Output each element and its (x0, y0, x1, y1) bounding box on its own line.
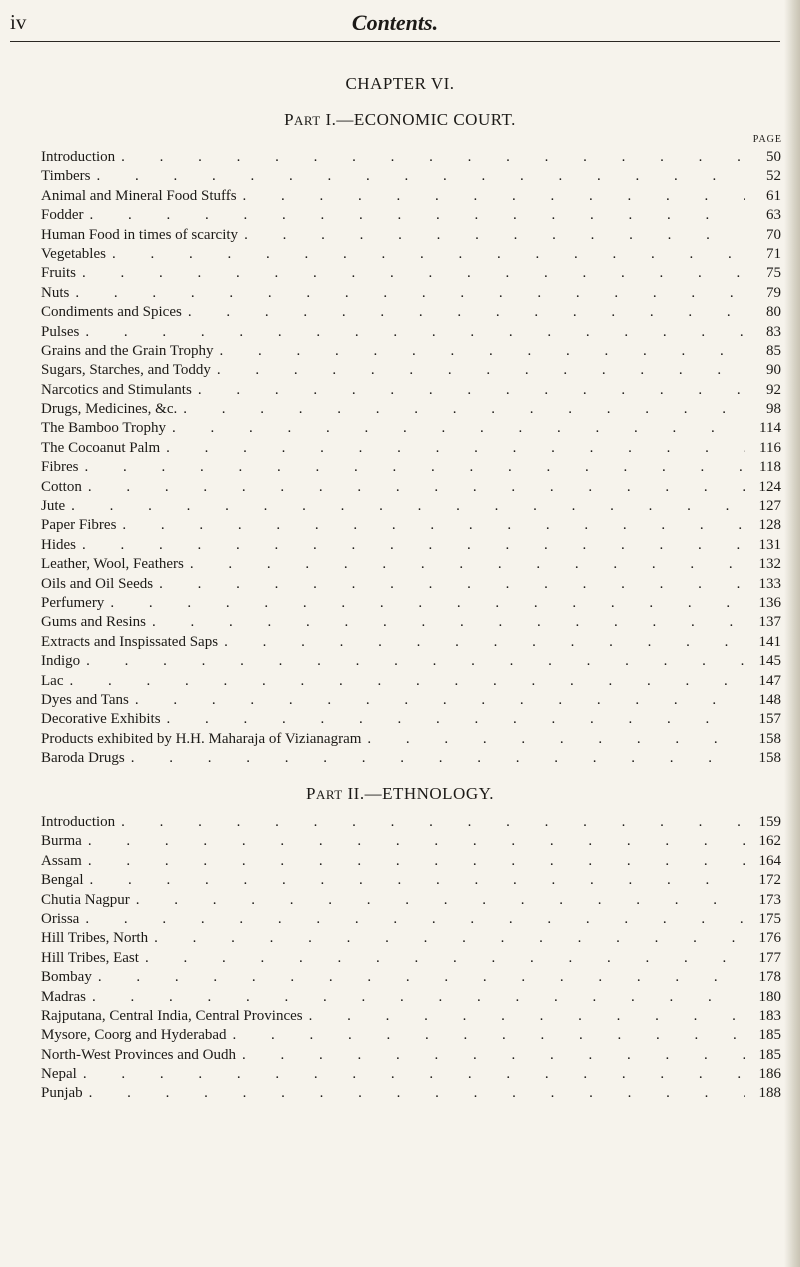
toc-entry-title: Fibres (41, 459, 79, 476)
toc-entry-page: 180 (758, 988, 781, 1005)
toc-entry (41, 988, 781, 1007)
toc-entry-title: Perfumery (41, 594, 105, 611)
toc-entry-title: Animal and Mineral Food Stuffs (41, 187, 237, 204)
toc-entry (41, 949, 781, 968)
dot-leader (218, 633, 745, 652)
toc-entry (41, 813, 781, 832)
toc-entry-page: 128 (758, 517, 781, 534)
toc-entry (41, 323, 781, 342)
toc-entry-page: 145 (758, 653, 781, 670)
toc-entry (41, 672, 781, 691)
toc-entry-page: 147 (758, 672, 781, 689)
part-1-prefix: P (284, 110, 295, 129)
page-column-label: PAGE (752, 134, 782, 145)
dot-leader (92, 968, 745, 987)
toc-part-1 (41, 148, 781, 769)
toc-entry-title: Fruits (41, 265, 77, 282)
toc-entry-page: 133 (758, 575, 781, 592)
dot-leader (184, 555, 745, 574)
dot-leader (80, 652, 745, 671)
toc-entry-title: Mysore, Coorg and Hyderabad (41, 1027, 227, 1044)
toc-entry (41, 245, 781, 264)
toc-entry (41, 710, 781, 729)
toc-entry (41, 536, 781, 555)
toc-entry (41, 594, 781, 613)
dot-leader (361, 730, 745, 749)
toc-entry-title: The Bamboo Trophy (41, 420, 167, 437)
toc-entry-page: 137 (758, 614, 781, 631)
dot-leader (82, 832, 745, 851)
dot-leader (79, 910, 745, 929)
toc-entry-title: Gums and Resins (41, 614, 146, 631)
toc-entry-title: Madras (41, 988, 86, 1005)
dot-leader (129, 691, 745, 710)
toc-entry-title: Cotton (41, 478, 82, 495)
dot-leader (115, 148, 745, 167)
toc-entry-page: 162 (758, 833, 781, 850)
toc-entry-page: 90 (766, 362, 781, 379)
toc-entry-title: Baroda Drugs (41, 750, 125, 767)
toc-entry-title: Hides (41, 536, 76, 553)
toc-entry-title: Nepal (41, 1066, 77, 1083)
dot-leader (161, 710, 745, 729)
toc-entry-page: 178 (758, 969, 781, 986)
toc-entry-page: 177 (758, 949, 781, 966)
part-2-prefix-small: ART (316, 787, 343, 802)
toc-entry (41, 419, 781, 438)
toc-entry-title: Introduction (41, 149, 116, 165)
toc-entry-title: Oils and Oil Seeds (41, 575, 154, 592)
running-title: Contents. (351, 10, 439, 35)
toc-entry-page: 52 (766, 168, 781, 185)
page-edge-shadow (784, 0, 800, 1267)
dot-leader (77, 1065, 745, 1084)
toc-entry-title: Grains and the Grain Trophy (41, 342, 214, 359)
dot-leader (76, 264, 745, 283)
toc-entry-title: Nuts (41, 284, 70, 301)
dot-leader (116, 516, 745, 535)
toc-entry-page: 173 (758, 891, 781, 908)
toc-entry (41, 891, 781, 910)
dot-leader (177, 400, 745, 419)
dot-leader (139, 949, 745, 968)
dot-leader (84, 206, 746, 225)
part-1-prefix-small: ART (294, 113, 321, 128)
dot-leader (65, 497, 745, 516)
toc-entry (41, 691, 781, 710)
toc-entry (41, 478, 781, 497)
toc-entry (41, 264, 781, 283)
dot-leader (166, 419, 745, 438)
toc-entry (41, 730, 781, 749)
toc-entry-title: Indigo (41, 653, 81, 670)
toc-entry-page: 185 (758, 1027, 781, 1044)
toc-entry-title: Paper Fibres (41, 517, 117, 534)
toc-entry (41, 1065, 781, 1084)
dot-leader (104, 594, 745, 613)
toc-entry (41, 516, 781, 535)
dot-leader (237, 187, 745, 206)
toc-entry (41, 361, 781, 380)
dot-leader (83, 1084, 745, 1103)
dot-leader (146, 613, 745, 632)
toc-entry (41, 284, 781, 303)
toc-entry-page: 118 (759, 459, 781, 476)
toc-entry (41, 652, 781, 671)
toc-entry (41, 910, 781, 929)
toc-entry (41, 342, 781, 361)
dot-leader (82, 852, 745, 871)
dot-leader (90, 167, 745, 186)
toc-entry-page: 50 (766, 149, 781, 165)
dot-leader (63, 672, 745, 691)
toc-entry-page: 172 (758, 872, 781, 889)
toc-entry-title: Introduction (41, 814, 116, 830)
toc-entry (41, 1007, 781, 1026)
toc-entry (41, 303, 781, 322)
dot-leader (76, 536, 745, 555)
part-1-title: I.—ECONOMIC COURT. (320, 110, 516, 129)
running-head (10, 10, 780, 40)
toc-entry-page: 114 (759, 420, 781, 437)
toc-entry-page: 79 (766, 284, 781, 301)
toc-entry (41, 206, 781, 225)
dot-leader (82, 478, 745, 497)
toc-entry-page: 158 (758, 750, 781, 767)
toc-part-2 (41, 813, 781, 1104)
toc-entry-title: Punjab (41, 1085, 83, 1102)
toc-entry-title: Dyes and Tans (41, 691, 129, 708)
toc-entry-page: 157 (758, 711, 781, 728)
toc-entry-page: 176 (758, 930, 781, 947)
toc-entry-page: 186 (758, 1066, 781, 1083)
dot-leader (238, 226, 745, 245)
toc-entry (41, 929, 781, 948)
toc-entry-page: 183 (758, 1007, 781, 1024)
dot-leader (79, 323, 745, 342)
part-2-title: II.—ETHNOLOGY. (342, 784, 494, 803)
toc-entry (41, 148, 781, 167)
toc-entry (41, 439, 781, 458)
toc-entry-page: 185 (758, 1046, 781, 1063)
toc-entry-title: Hill Tribes, North (41, 930, 149, 947)
page-number: iv (10, 10, 27, 34)
dot-leader (211, 361, 745, 380)
toc-entry-title: North-West Provinces and Oudh (41, 1046, 237, 1063)
toc-entry (41, 187, 781, 206)
dot-leader (79, 458, 746, 477)
chapter-heading: CHAPTER VI. (345, 74, 455, 93)
toc-entry-title: Condiments and Spices (41, 304, 182, 321)
dot-leader (106, 245, 745, 264)
toc-entry (41, 400, 781, 419)
toc-entry-title: Rajputana, Central India, Central Provinces (41, 1007, 303, 1024)
toc-entry (41, 1046, 781, 1065)
toc-entry-page: 80 (766, 304, 781, 321)
toc-entry (41, 749, 781, 768)
toc-entry (41, 968, 781, 987)
toc-entry (41, 575, 781, 594)
dot-leader (69, 284, 745, 303)
toc-entry-page: 92 (766, 381, 781, 398)
toc-entry-page: 131 (758, 536, 781, 553)
dot-leader (115, 813, 745, 832)
part-2-prefix: P (306, 784, 317, 803)
toc-entry (41, 381, 781, 400)
toc-entry-title: Products exhibited by H.H. Maharaja of Vizianagram (41, 730, 362, 747)
toc-entry-title: Chutia Nagpur (41, 891, 130, 908)
toc-entry-page: 85 (766, 342, 781, 359)
toc-entry-page: 98 (766, 401, 781, 418)
part-2-heading (0, 784, 800, 804)
toc-entry-page: 141 (758, 633, 781, 650)
toc-entry-title: Vegetables (41, 245, 106, 262)
toc-entry (41, 458, 781, 477)
toc-entry (41, 226, 781, 245)
toc-entry-title: Bombay (41, 969, 92, 986)
toc-entry-page: 61 (766, 187, 781, 204)
dot-leader (182, 303, 745, 322)
dot-leader (86, 988, 745, 1007)
toc-entry (41, 497, 781, 516)
dot-leader (160, 439, 745, 458)
toc-entry (41, 1026, 781, 1045)
toc-entry-title: Lac (41, 672, 64, 689)
toc-entry-title: The Cocoanut Palm (41, 439, 161, 456)
toc-entry-page: 188 (758, 1085, 781, 1102)
toc-entry-page: 159 (758, 814, 781, 830)
toc-entry-page: 71 (766, 245, 781, 262)
dot-leader (227, 1026, 745, 1045)
toc-entry (41, 633, 781, 652)
toc-entry-page: 136 (758, 594, 781, 611)
toc-entry (41, 167, 781, 186)
toc-entry (41, 871, 781, 890)
dot-leader (125, 749, 745, 768)
toc-entry-page: 164 (758, 852, 781, 869)
toc-entry (41, 832, 781, 851)
dot-leader (214, 342, 746, 361)
toc-entry (41, 852, 781, 871)
toc-entry-title: Extracts and Inspissated Saps (41, 633, 219, 650)
dot-leader (192, 381, 745, 400)
toc-entry-title: Burma (41, 833, 82, 850)
toc-entry-title: Sugars, Starches, and Toddy (41, 362, 211, 379)
toc-entry-title: Hill Tribes, East (41, 949, 139, 966)
toc-entry (41, 613, 781, 632)
dot-leader (153, 575, 745, 594)
toc-entry-title: Drugs, Medicines, &c. (41, 401, 178, 418)
toc-entry (41, 555, 781, 574)
toc-entry-page: 124 (758, 478, 781, 495)
dot-leader (84, 871, 746, 890)
toc-entry-title: Timbers (41, 168, 91, 185)
toc-entry-title: Bengal (41, 872, 84, 889)
toc-entry-title: Narcotics and Stimulants (41, 381, 192, 398)
toc-entry-page: 116 (759, 439, 781, 456)
toc-entry-page: 63 (766, 207, 781, 224)
toc-entry-page: 83 (766, 323, 781, 340)
header-rule (10, 41, 780, 42)
part-1-heading (0, 110, 800, 130)
toc-entry-page: 148 (758, 691, 781, 708)
toc-entry-page: 127 (758, 498, 781, 515)
dot-leader (303, 1007, 745, 1026)
toc-entry-title: Leather, Wool, Feathers (41, 556, 184, 573)
dot-leader (130, 891, 745, 910)
toc-entry-title: Human Food in times of scarcity (41, 226, 239, 243)
dot-leader (236, 1046, 745, 1065)
toc-entry-title: Decorative Exhibits (41, 711, 161, 728)
toc-entry-title: Pulses (41, 323, 80, 340)
toc-entry (41, 1084, 781, 1103)
toc-entry-page: 132 (758, 556, 781, 573)
toc-entry-title: Fodder (41, 207, 84, 224)
toc-entry-title: Jute (41, 498, 66, 515)
toc-entry-page: 158 (758, 730, 781, 747)
toc-entry-page: 75 (766, 265, 781, 282)
toc-entry-title: Assam (41, 852, 82, 869)
toc-entry-page: 70 (766, 226, 781, 243)
toc-entry-title: Orissa (41, 910, 80, 927)
dot-leader (148, 929, 745, 948)
toc-entry-page: 175 (758, 910, 781, 927)
